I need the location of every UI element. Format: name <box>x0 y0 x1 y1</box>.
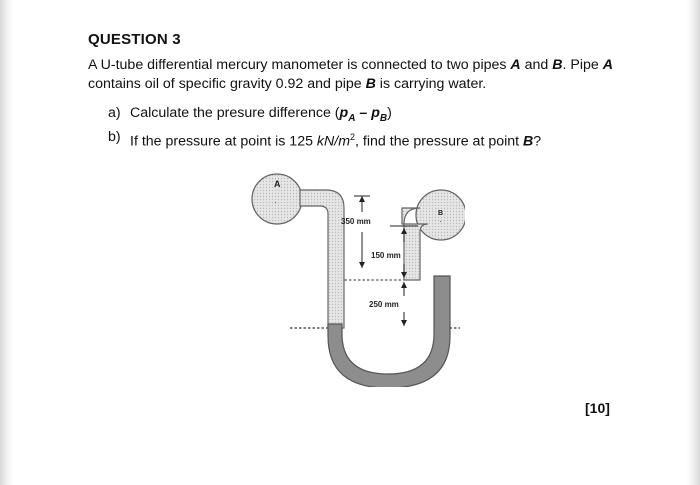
part-b <box>108 128 541 152</box>
pipe-a-label: A <box>602 57 613 73</box>
mercury-u-bend <box>328 276 450 387</box>
page-edge-left <box>0 0 14 485</box>
intro-text: . Pipe <box>562 57 603 73</box>
part-b-text <box>130 128 541 152</box>
dim-350-arrowhead-bottom <box>359 262 365 268</box>
intro-text: contains oil of specific gravity 0.92 and pipe <box>88 76 366 92</box>
dim-350-arrowhead-top <box>359 196 365 202</box>
pb-subscript: B <box>379 112 388 124</box>
part-b-body: If the pressure at point is 125 <box>130 133 317 150</box>
pipe-a-label: A <box>274 179 281 189</box>
pipe-a-center-mark: · <box>274 198 277 207</box>
part-a-body: Calculate the presure difference ( <box>130 105 340 121</box>
intro-text: is carrying water. <box>375 76 487 92</box>
dim-150-label: 150 mm <box>371 251 401 260</box>
question-parts <box>108 104 541 152</box>
close-paren: ) <box>387 105 392 121</box>
marks-label: [10] <box>585 400 610 416</box>
dim-250-arrowhead-top <box>401 282 407 288</box>
question-intro <box>88 56 628 94</box>
left-arm-tube <box>300 190 344 328</box>
pb-symbol: p <box>371 105 380 121</box>
dim-250-label: 250 mm <box>369 300 399 309</box>
page-edge-right <box>686 0 700 485</box>
pa-subscript: A <box>348 112 356 124</box>
question-mark: ? <box>533 133 542 150</box>
unit-exponent: 2 <box>350 131 356 142</box>
dim-350-label: 350 mm <box>341 217 371 226</box>
part-a <box>108 104 541 128</box>
part-b-body-2: , find the pressure at point <box>355 133 524 150</box>
intro-text: and <box>520 57 553 73</box>
pipe-b-label: B <box>365 76 376 92</box>
pipe-b-center-mark: · <box>439 217 442 226</box>
part-a-text <box>130 104 392 128</box>
pipe-b-label: B <box>552 57 563 73</box>
minus-sign: – <box>355 105 372 121</box>
part-a-label: a) <box>108 105 121 121</box>
unit: kN/m <box>316 133 351 150</box>
manometer-diagram <box>250 162 465 387</box>
question-title: QUESTION 3 <box>88 31 181 48</box>
pa-symbol: p <box>339 105 349 121</box>
dim-250-arrowhead-bottom <box>401 320 407 326</box>
pipe-b-label: B <box>438 210 444 217</box>
point-b: B <box>523 133 534 150</box>
pipe-a-label: A <box>510 57 521 73</box>
intro-text: A U-tube differential mercury manometer is connected to two pipes <box>88 57 511 73</box>
part-b-label: b) <box>108 128 121 145</box>
